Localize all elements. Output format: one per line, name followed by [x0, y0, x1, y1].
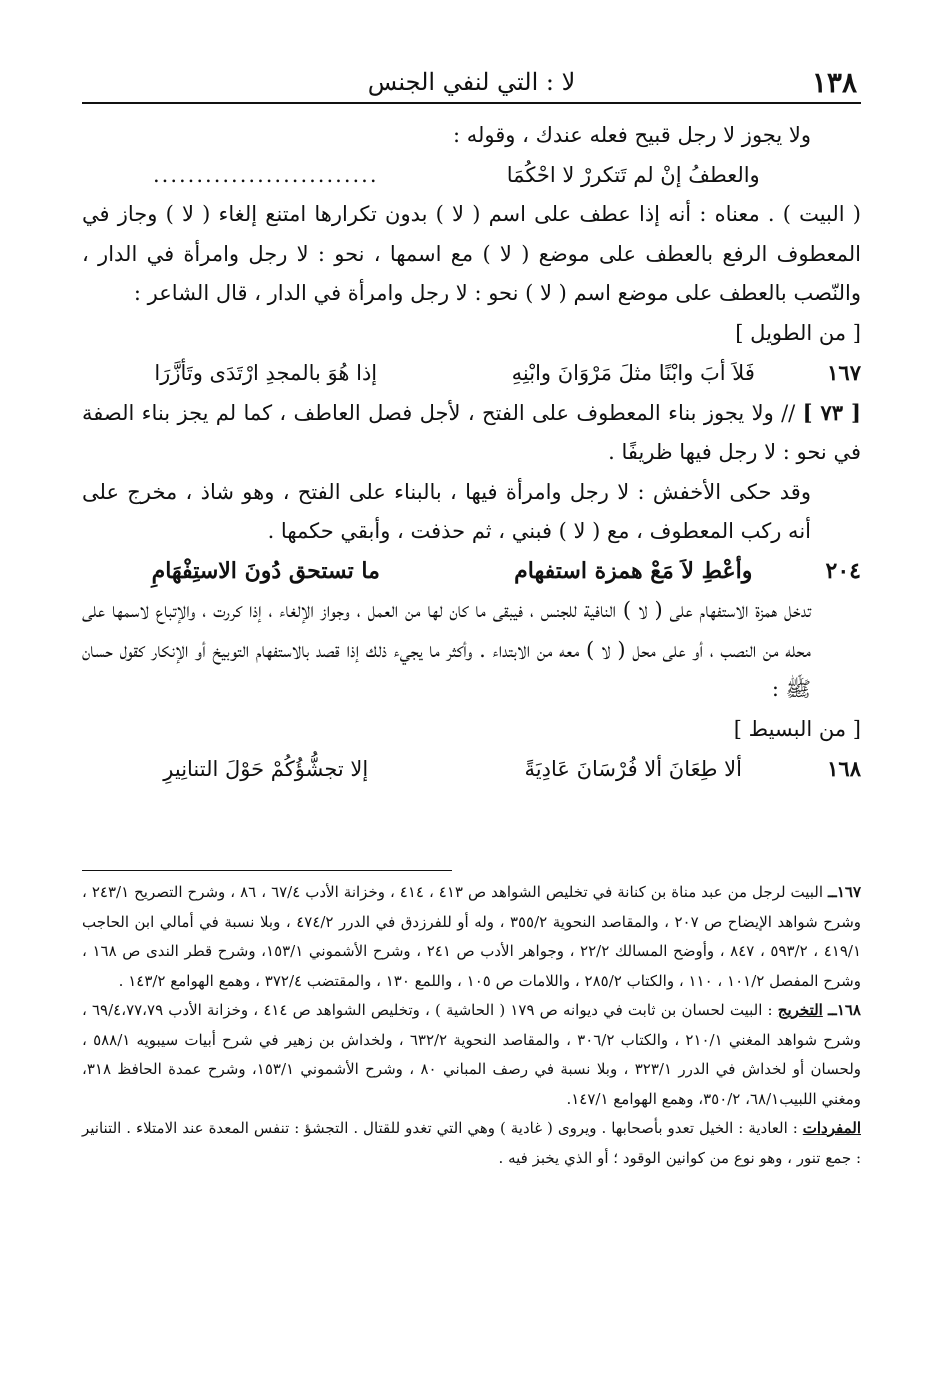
page-number: ١٣٨ — [811, 66, 857, 99]
footnote-text: : العادية : الخيل تعدو بأصحابها . ويروى ( غادية ) وهي التي تغدو للقتال . التجشؤ : تنفس المعدة عند الامتلاء . التنانير : جمع تنور ، وهو نوع من كوانين الوقود ؛ أو الذي يخبز فيه . — [82, 1119, 861, 1167]
footnote-label-vocab: المفردات — [802, 1119, 861, 1137]
verse-number: ١٦٧ — [827, 360, 861, 385]
verse-hemistich-first: وأعْطِ لاَ مَعْ همزة استفهام — [514, 557, 753, 584]
intro-line: ولا يجوز لا رجل قبيح فعله عندك ، وقوله : — [453, 123, 811, 147]
paragraph-text: // ولا يجوز بناء المعطوف على الفتح ، لأجل فصل العاطف ، كما لم يجز بناء الصفة في نحو : لا رجل فيها ظريفًا . — [82, 400, 861, 464]
verse-number: ١٦٨ — [827, 756, 861, 781]
footnote-text: البيت لرجل من عبد مناة بن كنانة في تخليص الشواهد ص ٤١٣ ، ٤١٤ ، وخزانة الأدب ٦٧/٤ ، ٨٦ ، وشرح التصريح ٢٤٣/١ ، وشرح شواهد الإيضاح ص ٢٠٧ ، والمقاصد النحوية ٣٥٥/٢ ، وله أو للفرزدق في الدرر ٤٧٤/٢ ، وبلا نسبة في أمالي ابن الحاجب ٤١٩/١ ، ٥٩٣/٢ ، ٨٤٧ ، وأوضح المسالك ٢٢/٢ ، وجواهر الأدب ص ٢٤١ ، وشرح الأشموني ١٥٣/١، وشرح قطر الندى ص ١٦٨ ، وشرح المفصل ١٠١/٢ ، ١١٠ ، والكتاب ٢٨٥/٢ ، واللامات ص ١٠٥ ، واللمع ١٣٠ ، والمقتضب ٣٧٢/٤ ، وهمع الهوامع ١٤٣/٢ . — [82, 883, 862, 990]
verse-hemistich-first: ألا طِعَانَ ألا فُرْسَانَ عَادِيَةً — [524, 757, 742, 781]
verse-hemistich-second: ما تستحق دُونَ الاستِفْهَامِ — [151, 557, 380, 584]
page-header — [82, 62, 861, 104]
verse-hemistich-first: فَلاَ أبَ وابْنًا مثلَ مَرْوَانَ وابْنِهِ — [511, 361, 755, 385]
verse-hemistich-elided: .......................... — [152, 162, 379, 187]
main-text — [82, 116, 861, 789]
verse-number: ٢٠٤ — [825, 557, 861, 584]
verse-hemistich-first: والعطفُ إنْ لم تَتكررْ لا احْكُمَا — [506, 162, 760, 187]
paragraph-interrogative: تدخل همزة الاستفهام على ( لا ) النافية للجنس ، فيبقى ما كان لها من العمل ، وجواز الإلغاء ، إذا كررت ، والإتباع لاسمها على محله من النصب ، أو على محل ( لا ) معه من الابتداء . وأكثر ما يجيء ذلك إذا قصد بالاستفهام التوبيخ أو الإنكار كقول حسان ﷺ : — [82, 598, 811, 701]
footnote-167 — [82, 878, 861, 996]
manuscript-folio-marker: [ ٧٣ ] — [802, 399, 861, 425]
verse-168 — [82, 749, 861, 789]
footnote-number: ١٦٧ــ — [828, 883, 861, 901]
footnote-separator — [82, 870, 452, 871]
footnotes — [82, 878, 861, 1173]
running-title: لا : التي لنفي الجنس — [367, 68, 576, 96]
footnote-vocabulary — [82, 1114, 861, 1173]
alfiyya-verse-line — [82, 156, 861, 196]
footnote-text: : البيت لحسان بن ثابت في ديوانه ص ١٧٩ ( الحاشية ) ، وتخليص الشواهد ص ٤١٤ ، وخزانة الأدب ٦٩/٤،٧٧،٧٩ ، وشرح شواهد المغني ٢١٠/١ ، والكتاب ٣٠٦/٢ ، والمقاصد النحوية ٦٣٢/٢ ، ولخداش بن زهير في شرح أبيات سيبويه ٥٨٨/١ ، ولحسان أو لخداش في الدرر ٣٢٣/١ ، وبلا نسبة في رصف المباني ٨٠ ، وشرح الأشموني ١٥٣/١، وشرح عمدة الحافظ ٣١٨، ومغني اللبيب٦٨/١، ٣٥٠/٢، وهمع الهوامع ١٤٧/١. — [82, 1001, 862, 1108]
paragraph-akhfash: وقد حكى الأخفش : لا رجل وامرأة فيها ، بالبناء على الفتح ، وهو شاذ ، مخرج على أنه ركب المعطوف ، مع ( لا ) فبني ، ثم حذفت ، وأبقي حكمها . — [82, 479, 811, 543]
paragraph-explanation: ( البيت ) . معناه : أنه إذا عطف على اسم ( لا ) بدون تكرارها امتنع إلغاء ( لا ) وجاز في المعطوف الرفع بالعطف على موضع ( لا ) مع اسمها ، نحو : لا رجل وامرأة في الدار ، والنّصب بالعطف على موضع اسم ( لا ) نحو : لا رجل وامرأة في الدار ، قال الشاعر : — [82, 202, 861, 305]
footnote-168 — [82, 996, 861, 1114]
paragraph-conjunction — [82, 393, 861, 473]
verse-hemistich-second: إذا هُوَ بالمجدِ ارْتَدَى وتَأزَّرَا — [154, 361, 378, 385]
alfiyya-verse-204 — [82, 552, 861, 592]
verse-167 — [82, 353, 861, 393]
footnote-label-takhrij: التخريج — [777, 1001, 823, 1019]
footnote-number: ١٦٨ــ — [828, 1001, 861, 1019]
meter-label: [ من الطويل ] — [735, 320, 861, 345]
verse-hemistich-second: إلا تجشُّؤُكُمْ حَوْلَ التنانِيرِ — [163, 757, 369, 781]
meter-label: [ من البسيط ] — [733, 716, 861, 741]
